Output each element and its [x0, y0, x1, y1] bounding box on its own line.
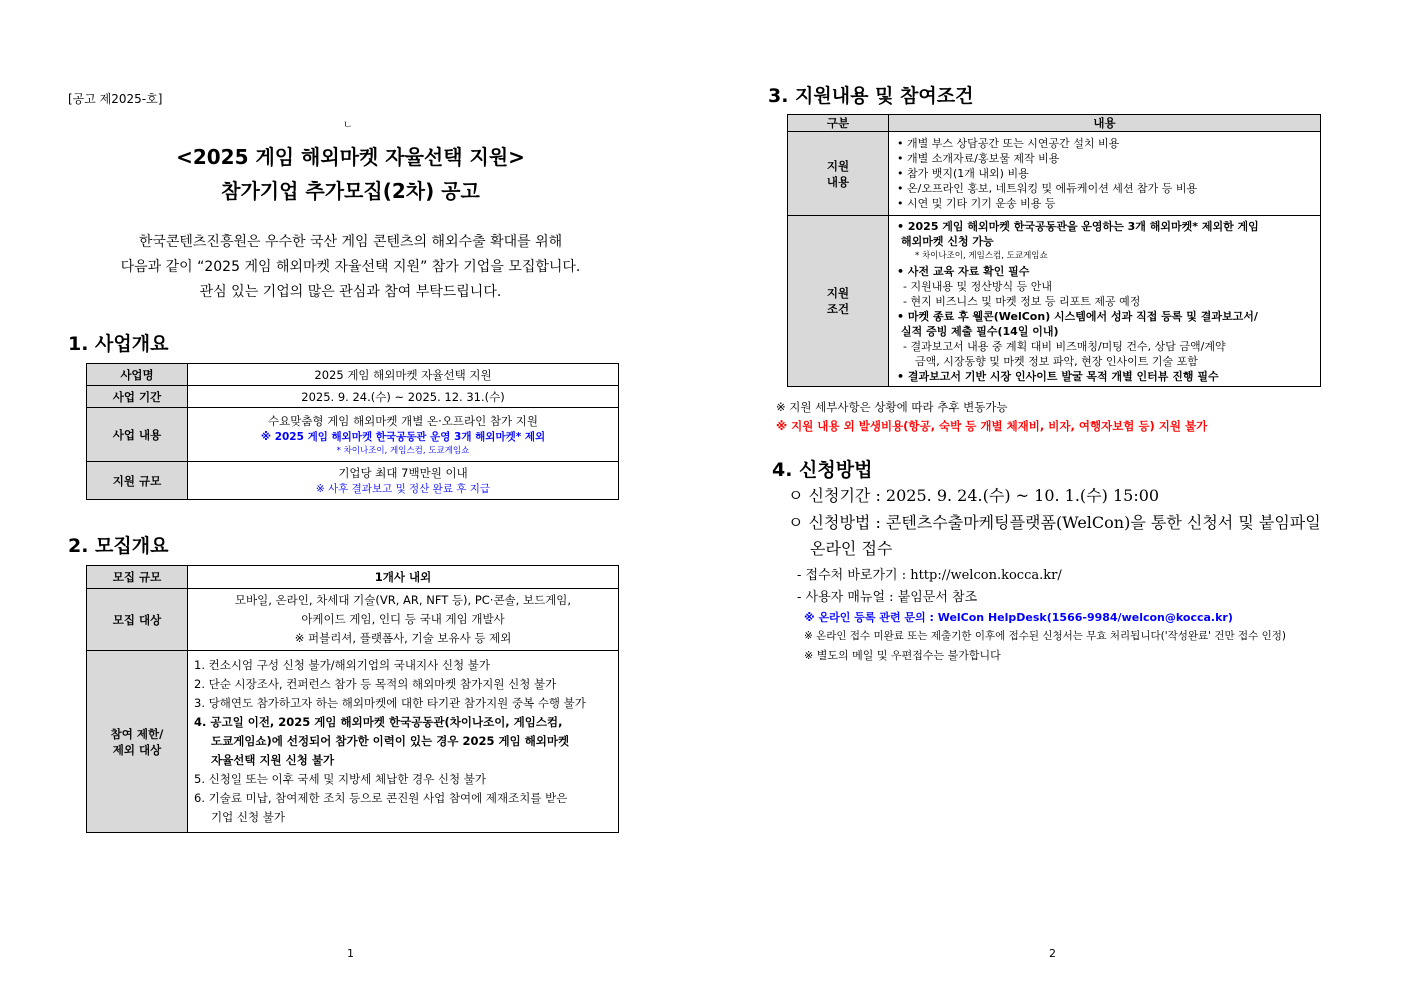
- cell-value: [889, 132, 1321, 216]
- exclusion-item: 자율선택 지원 신청 불가: [211, 753, 335, 767]
- cell-value: [188, 462, 619, 500]
- label-line: 제외 대상: [112, 742, 162, 757]
- support-item: • 시연 및 기타 기기 운송 비용 등: [897, 197, 1056, 210]
- label-line: 참여 제한/: [110, 726, 164, 741]
- table-row: [87, 651, 619, 833]
- target-line: 아케이드 게임, 인디 등 국내 게임 개발사: [301, 612, 505, 626]
- table-row: [788, 216, 1321, 387]
- table-row: [87, 462, 619, 500]
- scale-note: ※ 사후 결과보고 및 정산 완료 후 지급: [315, 483, 491, 495]
- table-row: [87, 386, 619, 408]
- target-line: ※ 퍼블리셔, 플랫폼사, 기술 보유사 등 제외: [294, 631, 512, 645]
- page-1: [0, 0, 700, 992]
- target-line: 모바일, 온라인, 차세대 기술(VR, AR, NFT 등), PC·콘솔, 보드게임,: [234, 593, 572, 607]
- label-line: 지원: [826, 286, 850, 300]
- condition-line: 금액, 시장동향 및 마켓 정보 파악, 현장 인사이트 기술 포함: [915, 354, 1198, 368]
- page-title-line1: <2025 게임 해외마켓 자율선택 지원>: [176, 145, 525, 169]
- table-row: [87, 589, 619, 651]
- cell-label: 모집 규모: [87, 566, 188, 589]
- exclusion-item: 3. 당해연도 참가하고자 하는 해외마켓에 대한 타기관 참가지원 중복 수행 불가: [194, 696, 586, 710]
- condition-line: • 사전 교육 자료 확인 필수: [897, 264, 1030, 278]
- cell-value: [188, 408, 619, 462]
- condition-line: - 지원내용 및 정산방식 등 안내: [903, 279, 1052, 293]
- table-row: [87, 408, 619, 462]
- exclusion-item: 5. 신청일 또는 이후 국세 및 지방세 체납한 경우 신청 불가: [194, 772, 486, 786]
- cell-value: [188, 589, 619, 651]
- exclusion-item: 2. 단순 시장조사, 컨퍼런스 참가 등 목적의 해외마켓 참가지원 신청 불가: [194, 677, 557, 691]
- condition-line: - 현지 비즈니스 및 마켓 정보 등 리포트 제공 예정: [903, 294, 1141, 308]
- condition-line: • 마켓 종료 후 웰콘(WelCon) 시스템에서 성과 직접 등록 및 결과보고서/: [897, 309, 1258, 323]
- support-item: • 참가 뱃지(1개 내외) 비용: [897, 167, 1029, 180]
- content-subnote: * 차이나조이, 게임스컴, 도쿄게임쇼: [336, 446, 470, 456]
- intro-line: 관심 있는 기업의 많은 관심과 참여 부탁드립니다.: [199, 284, 502, 300]
- exclusion-item: 6. 기술료 미납, 참여제한 조치 등으로 콘진원 사업 참여에 제재조치를 받은: [194, 791, 568, 805]
- cell-label: [788, 216, 889, 387]
- cell-label: 지원 규모: [87, 462, 188, 500]
- content-note: ※ 2025 게임 해외마켓 한국공동관 운영 3개 해외마켓* 제외: [260, 431, 546, 443]
- apply-link: [797, 564, 1062, 583]
- condition-line: 해외마켓 신청 가능: [901, 234, 994, 248]
- stray-mark: ㄴ: [343, 120, 353, 131]
- mail-note: ※ 별도의 메일 및 우편접수는 불가합니다: [804, 649, 1001, 662]
- label-line: 조건: [826, 302, 850, 316]
- section-heading-overview: 1. 사업개요: [68, 333, 169, 355]
- support-item: • 개별 부스 상담공간 또는 시연공간 설치 비용: [897, 137, 1120, 150]
- cell-value: 1개사 내외: [188, 566, 619, 589]
- condition-line: • 결과보고서 기반 시장 인사이트 발굴 목적 개별 인터뷰 진행 필수: [897, 369, 1219, 383]
- support-table: [787, 114, 1321, 387]
- apply-method: ㅇ 신청방법 : 콘텐츠수출마케팅플랫폼(WelCon)을 통한 신청서 및 붙임파일: [788, 513, 1321, 532]
- section-heading-recruitment: 2. 모집개요: [68, 535, 169, 557]
- cell-label: 사업 기간: [87, 386, 188, 408]
- table-row: [788, 115, 1321, 132]
- condition-line: 실적 증빙 제출 필수(14일 이내): [901, 324, 1059, 338]
- overview-table: [86, 363, 619, 500]
- table-row: [87, 364, 619, 386]
- note-not-supported: ※ 지원 내용 외 발생비용(항공, 숙박 등 개별 체재비, 비자, 여행자보험 등) 지원 불가: [776, 419, 1208, 433]
- content-line: 수요맞춤형 게임 해외마켓 개별 온·오프라인 참가 지원: [268, 414, 538, 428]
- label-line: 지원: [826, 158, 850, 173]
- apply-period: ㅇ 신청기간 : 2025. 9. 24.(수) ~ 10. 1.(수) 15:00: [788, 486, 1160, 505]
- apply-method-cont: 온라인 접수: [810, 539, 893, 558]
- cell-label: 사업 내용: [87, 408, 188, 462]
- table-row: [87, 566, 619, 589]
- notice-number: [공고 제2025-호]: [68, 92, 163, 106]
- page-number: 1: [347, 947, 354, 960]
- condition-line: • 2025 게임 해외마켓 한국공동관을 운영하는 3개 해외마켓* 제외한 게임: [897, 219, 1259, 233]
- support-item: • 개별 소개자료/홍보물 제작 비용: [897, 152, 1060, 165]
- cell-label: [87, 651, 188, 833]
- recruitment-table: [86, 565, 619, 833]
- helpdesk-note: ※ 온라인 등록 관련 문의 : WelCon HelpDesk(1566-9984/welcon@kocca.kr): [804, 611, 1233, 624]
- page-title-line2: 참가기업 추가모집(2차) 공고: [221, 179, 480, 203]
- welcon-link[interactable]: - 접수처 바로가기 : http://welcon.kocca.kr/: [797, 568, 1062, 583]
- exclusion-item: 기업 신청 불가: [211, 810, 285, 824]
- exclusion-item: 도쿄게임쇼)에 선정되어 참가한 이력이 있는 경우 2025 게임 해외마켓: [211, 734, 570, 748]
- section-heading-support: 3. 지원내용 및 참여조건: [768, 85, 974, 107]
- cell-value: 2025. 9. 24.(수) ~ 2025. 12. 31.(수): [188, 386, 619, 408]
- intro-text: [68, 230, 633, 305]
- exclusion-item: 4. 공고일 이전, 2025 게임 해외마켓 한국공동관(차이나조이, 게임스컴,: [194, 715, 563, 729]
- table-row: [788, 132, 1321, 216]
- scale-line: 기업당 최대 7백만원 이내: [338, 466, 468, 480]
- condition-line: * 차이나조이, 게임스컴, 도쿄게임쇼: [915, 250, 1048, 261]
- intro-line: 한국콘텐츠진흥원은 우수한 국산 게임 콘텐츠의 해외수출 확대를 위해: [138, 234, 563, 250]
- column-header: 구분: [788, 115, 889, 132]
- condition-line: - 결과보고서 내용 중 계획 대비 비즈매칭/미팅 건수, 상담 금액/계약: [903, 339, 1226, 353]
- page-number: 2: [1049, 947, 1056, 960]
- cell-label: 사업명: [87, 364, 188, 386]
- column-header: 내용: [889, 115, 1321, 132]
- section-heading-apply: 4. 신청방법: [772, 459, 873, 481]
- intro-line: 다음과 같이 “2025 게임 해외마켓 자율선택 지원” 참가 기업을 모집합니다.: [120, 259, 581, 275]
- cell-value: 2025 게임 해외마켓 자율선택 지원: [188, 364, 619, 386]
- cell-value: [188, 651, 619, 833]
- cell-label: [788, 132, 889, 216]
- page-2: [700, 0, 1403, 992]
- note-variable: ※ 지원 세부사항은 상황에 따라 추후 변동가능: [776, 400, 1008, 414]
- cell-value: [889, 216, 1321, 387]
- invalid-note: ※ 온라인 접수 미완료 또는 제출기한 이후에 접수된 신청서는 무효 처리됩니다('작성완료' 건만 접수 인정): [804, 630, 1287, 642]
- exclusion-item: 1. 컨소시엄 구성 신청 불가/해외기업의 국내지사 신청 불가: [194, 658, 490, 672]
- cell-label: 모집 대상: [87, 589, 188, 651]
- support-item: • 온/오프라인 홍보, 네트워킹 및 에듀케이션 세션 참가 등 비용: [897, 182, 1198, 195]
- label-line: 내용: [826, 174, 850, 189]
- apply-manual: - 사용자 매뉴얼 : 붙임문서 참조: [797, 590, 978, 605]
